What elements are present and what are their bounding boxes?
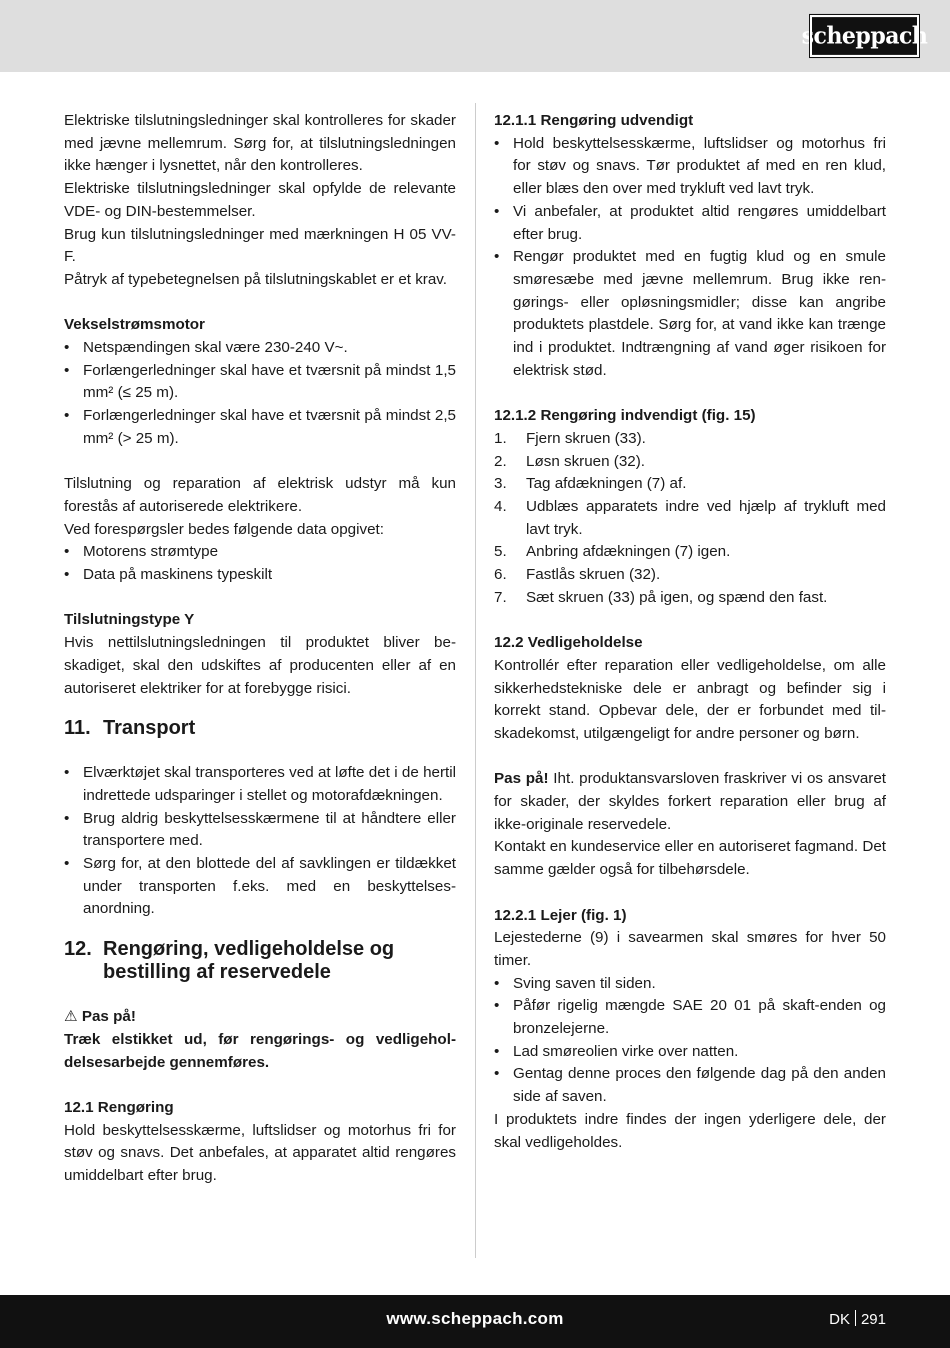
list-item: [494, 473, 886, 496]
list-item: [494, 428, 886, 451]
list-item: • Elværktøjet skal transporteres ved at løfte det i de hertil indrettede udsparinger i stellet og motorafdækningen.: [64, 762, 456, 807]
page-number-value: 291: [860, 1311, 886, 1328]
step-number: 3.: [494, 475, 507, 493]
step-number: 4.: [494, 497, 507, 515]
bearings-footer-text: I produktets indre findes der ingen yderligere dele, der skal vedligeholdes.: [494, 1110, 886, 1151]
page-header: [0, 0, 950, 72]
step-text: Fjern skruen (33).: [526, 429, 646, 447]
step-number: 7.: [494, 588, 507, 606]
section-number: 11.: [64, 717, 91, 740]
step-number: 6.: [494, 566, 507, 584]
maintenance-text: Kontrollér efter reparation eller vedligeholdelse, om alle sikkerhedstekniske dele er anbragt og befinder sig i korrekt stand. Opbevar dele, der er forbundet med tilskadekomst, utilgængeligt for andre personer og børn.: [494, 656, 886, 742]
step-number: 2.: [494, 452, 507, 470]
caution-text: Iht. produktansvarsloven fraskriver vi os ansvaret for skader, der skyldes forkert reparation eller brug af ikke-originale reservedele.: [494, 770, 886, 833]
brand-logo: scheppach: [810, 15, 919, 57]
list-item: • Hold beskyttelsesskærme, luftslidser og motorhus fri for støv og snavs. Tør produktet af med en ren klud, eller blæs den over med trykluft ved lavt tryk.: [494, 133, 886, 201]
step-text: Sæt skruen (33) på igen, og spænd den fast.: [526, 588, 828, 606]
repair-paragraph: Ved forespørgsler bedes følgende data opgivet:: [64, 520, 384, 538]
cleaning-subheading: 12.1 Rengøring: [64, 1098, 174, 1116]
warning-text: Træk elstikket ud, før rengørings- og vedligeholdelsesarbejde gennemføres.: [64, 1030, 456, 1071]
step-text: Anbring afdækningen (7) igen.: [526, 543, 731, 561]
list-item: • Gentag denne proces den følgende dag på den anden side af saven.: [494, 1063, 886, 1108]
inside-cleaning-heading: 12.1.2 Rengøring indvendigt (fig. 15): [494, 407, 756, 425]
step-text: Fastlås skruen (32).: [526, 566, 661, 584]
bearings-text: Lejestederne (9) i savearmen skal smøres for hver 50 timer.: [494, 929, 886, 969]
left-column: [64, 110, 456, 1188]
right-column: [494, 110, 886, 1154]
list-item: [494, 541, 886, 564]
list-item: • Vi anbefaler, at produktet altid rengøres umiddelbart efter brug.: [494, 201, 886, 246]
list-item: [494, 564, 886, 587]
warning-triangle-icon: ⚠: [64, 1008, 78, 1026]
connection-type-heading: Tilslutningstype Y: [64, 611, 195, 629]
list-item: • Brug aldrig beskyttelsesskærmene til at håndtere eller transportere med.: [64, 808, 456, 853]
connection-type-text: Hvis nettilslutningsledningen til produktet bliver beskadiget, skal den udskiftes af producenten eller af en autoriseret elektriker for at forebygge risici.: [64, 634, 456, 697]
ac-motor-list: [64, 337, 456, 451]
intro-paragraph: Elektriske tilslutningsledninger skal kontrolleres for skader med jævne mellemrum. Sørg for, at tilslutningsledningen ikke hænger i lysnettet, når den kontrolleres.: [64, 112, 456, 175]
list-item: [494, 587, 886, 610]
list-item: [494, 496, 886, 541]
list-item: • Rengør produktet med en fugtig klud og en smule smøresæbe med jævne mellemrum. Brug ikke rengørings- eller opløsningsmidler; disse kan angribe produktets plastdele. Sørg for, at vand ikke kan trænge ind i produktet. Indtrængning af vand øger risikoen for elektrisk stød.: [494, 246, 886, 382]
intro-paragraph: Elektriske tilslutningsledninger skal opfylde de relevante VDE- og DIN-bestemmelser.: [64, 180, 456, 220]
contact-text: Kontakt en kundeservice eller en autoriseret fagmand. Det samme gælder også for tilbehørsdele.: [494, 838, 886, 879]
list-item: • Sørg for, at den blottede del af savklingen er tildækket under transporten f.eks. med en beskyttelsesanordning.: [64, 853, 456, 921]
outside-cleaning-list: [494, 133, 886, 383]
list-item: • Forlængerledninger skal have et tværsnit på mindst 1,5 mm² (≤ 25 m).: [64, 360, 456, 405]
inside-cleaning-steps: [494, 428, 886, 610]
list-item: • Motorens strømtype: [64, 541, 456, 564]
section-heading-cleaning: [64, 938, 456, 984]
step-number: 5.: [494, 543, 507, 561]
separator: [855, 1310, 856, 1326]
section-number: 12.: [64, 938, 92, 961]
ac-motor-heading: Vekselstrømsmotor: [64, 316, 205, 334]
step-text: Tag afdækningen (7) af.: [526, 475, 687, 493]
cleaning-text: Hold beskyttelsesskærme, luftslidser og motorhus fri for støv og snavs. Det anbefales, at apparatet altid rengøres umiddelbart efter brug.: [64, 1121, 456, 1185]
section-title: Transport: [103, 717, 196, 740]
list-item: [494, 451, 886, 474]
transport-list: [64, 762, 456, 921]
section-heading-transport: [64, 717, 456, 740]
bearings-heading: 12.2.1 Lejer (fig. 1): [494, 906, 627, 924]
language-code: DK: [829, 1311, 850, 1328]
maintenance-heading: 12.2 Vedligeholdelse: [494, 634, 643, 652]
list-item: • Lad smøreolien virke over natten.: [494, 1041, 886, 1064]
list-item: • Påfør rigelig mængde SAE 20 01 på skaft-enden og bronzelejerne.: [494, 995, 886, 1040]
column-divider: [475, 103, 476, 1258]
caution-label: Pas på!: [494, 770, 549, 788]
intro-paragraph: Påtryk af typebetegnelsen på tilslutningskablet er et krav.: [64, 270, 447, 288]
intro-paragraph: Brug kun tilslutningsledninger med mærkningen H 05 VV-F.: [64, 225, 456, 266]
page-footer: [0, 1295, 950, 1348]
page-number: [829, 1310, 886, 1328]
outside-cleaning-heading: 12.1.1 Rengøring udvendigt: [494, 112, 694, 129]
bearings-list: [494, 973, 886, 1109]
website-link[interactable]: www.scheppach.com: [386, 1309, 564, 1328]
list-item: • Forlængerledninger skal have et tværsnit på mindst 2,5 mm² (> 25 m).: [64, 405, 456, 450]
step-text: Løsn skruen (32).: [526, 452, 646, 470]
repair-paragraph: Tilslutning og reparation af elektrisk udstyr må kun forestås af autoriserede elektrikere.: [64, 475, 456, 515]
step-number: 1.: [494, 429, 507, 447]
warning-label-text: Pas på!: [81, 1008, 136, 1026]
list-item: • Data på maskinens typeskilt: [64, 564, 456, 587]
step-text: Udblæs apparatets indre ved hjælp af trykluft med lavt tryk.: [526, 497, 886, 538]
section-title: Rengøring, vedligeholdelse og bestilling af reservedele: [103, 938, 395, 984]
caution-paragraph: [494, 768, 886, 836]
list-item: • Netspændingen skal være 230-240 V~.: [64, 337, 456, 360]
list-item: • Sving saven til siden.: [494, 973, 886, 996]
repair-data-list: [64, 541, 456, 586]
warning-label: [64, 1006, 456, 1029]
